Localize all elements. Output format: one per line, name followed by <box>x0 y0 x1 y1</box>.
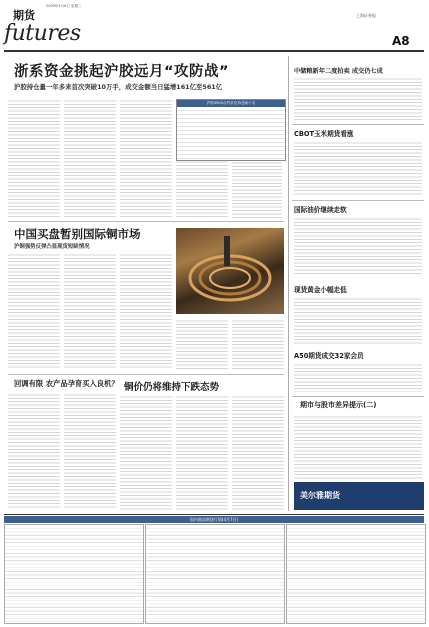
masthead-site: 上海证券报 <box>356 13 376 18</box>
lead-bottom-rule <box>8 221 284 222</box>
quotes-table-right <box>286 524 426 624</box>
date-line: 2009年4月8日 星期三 <box>46 4 82 8</box>
bottom-mid-headline: 铜价仍将维持下跌态势 <box>124 382 220 393</box>
right-item4-title: 现货黄金小幅走低 <box>294 286 347 294</box>
section-title-en: futures <box>4 21 81 46</box>
quotes-heading: 国内商品期货行情(4月7日) <box>4 516 424 523</box>
lead-headline: 浙系资金挑起沪胶远月“攻防战” <box>14 64 230 80</box>
lead-body-col5 <box>232 160 282 218</box>
right-item2-title: CBOT玉米期货看涨 <box>294 130 354 138</box>
right-item1-body <box>294 76 422 120</box>
copper-body-col3 <box>120 252 172 370</box>
right-item3-title: 国际油价继续走软 <box>294 206 347 214</box>
lead-body-col2 <box>64 98 116 218</box>
copper-body-col4 <box>176 318 228 370</box>
right-item6-body <box>294 414 422 480</box>
lead-body-col1 <box>8 98 60 218</box>
section-title-cn: 期货 <box>13 9 35 22</box>
bottom-left-col2 <box>64 392 116 510</box>
ad-banner <box>294 482 424 510</box>
masthead <box>0 0 429 52</box>
copper-body-col1 <box>8 252 60 370</box>
ad-label: 美尔雅期货 <box>300 491 340 500</box>
copper-headline: 中国买盘暂别国际铜市场 <box>14 227 141 241</box>
right-rule-1 <box>292 124 424 125</box>
lead-subhead: 沪胶持仓量一年多来首次突破10万手，成交金额当日猛增161亿至561亿 <box>14 83 223 91</box>
bottom-mid-col3 <box>232 394 284 510</box>
lead-table <box>176 99 286 161</box>
masthead-logo-block <box>4 3 114 51</box>
right-rule-2 <box>292 200 424 201</box>
quotes-table-mid <box>145 524 285 624</box>
bottom-left-col1 <box>8 392 60 510</box>
copper-photo <box>176 228 284 314</box>
lead-table-body <box>177 107 285 159</box>
edition-letter: A8 <box>392 34 410 48</box>
copper-body-col2 <box>64 252 116 370</box>
right-item2-body <box>294 140 422 196</box>
copper-body-col5 <box>232 318 284 370</box>
right-item4-body <box>294 296 422 344</box>
lead-body-col3 <box>120 98 172 218</box>
right-item6-title: 期市与股市差异提示(二) <box>300 401 377 409</box>
quotes-top-rule <box>4 514 424 515</box>
right-item5-title: A50期货成交32家会员 <box>294 352 364 360</box>
copper-coil-image <box>176 228 284 314</box>
column-divider <box>288 56 289 511</box>
quotes-table-left <box>4 524 144 624</box>
lead-table-caption: 沪胶0905合约多空持仓前十名 <box>177 100 285 107</box>
right-item5-body <box>294 362 422 392</box>
right-item3-body <box>294 216 422 274</box>
bottom-left-headline: 回调有限 农产品孕育买入良机？ <box>14 379 119 388</box>
right-item1-title: 中储粮新年二度拍卖 成交仍七成 <box>294 68 383 75</box>
right-rule-3 <box>292 396 424 397</box>
copper-bottom-rule <box>8 374 284 375</box>
bottom-mid-col1 <box>120 394 172 510</box>
copper-subhead: 沪铜强势反弹凸显现货短缺情况 <box>14 244 90 250</box>
bottom-mid-col2 <box>176 394 228 510</box>
masthead-rule <box>4 50 424 52</box>
